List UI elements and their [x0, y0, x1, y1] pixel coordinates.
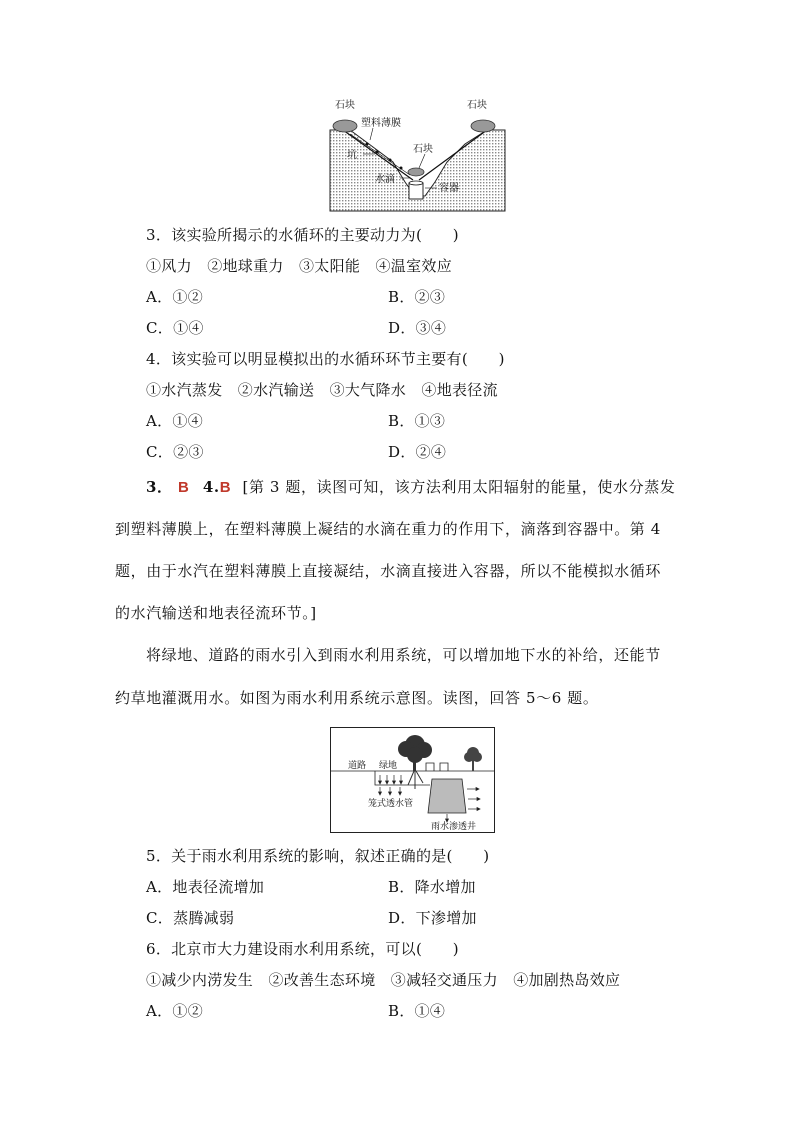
- q3-option-a: A．①②: [146, 288, 204, 306]
- label-well: 雨水渗透井: [431, 822, 477, 832]
- q5-option-d: D．下渗增加: [388, 909, 477, 927]
- stone-left: [333, 120, 357, 132]
- label-stone-left: 石块: [335, 100, 355, 111]
- q4-items: ①水汽蒸发 ②水汽输送 ③大气降水 ④地表径流: [146, 381, 498, 399]
- figure-rainwater-system: [330, 727, 495, 833]
- label-stone-center: 石块: [413, 144, 433, 155]
- answer-line-1: [146, 477, 675, 498]
- answer-explanation-2: 到塑料薄膜上，在塑料薄膜上凝结的水滴在重力的作用下，滴落到容器中。第 4: [115, 520, 661, 538]
- q4-option-a: A．①④: [146, 412, 204, 430]
- figure-solar-still: [315, 92, 515, 214]
- label-container: 容器: [439, 183, 459, 194]
- label-road: 道路: [348, 761, 367, 771]
- stone-right: [471, 120, 495, 132]
- q5-option-b: B．降水增加: [388, 878, 476, 896]
- q4-option-b: B．①③: [388, 412, 446, 430]
- q6-option-a: A．①②: [146, 1002, 204, 1020]
- answer-explanation-4: 的水汽输送和地表径流环节。]: [115, 604, 317, 622]
- label-stone-right: 石块: [467, 100, 487, 111]
- answer-explanation-3: 题，由于水汽在塑料薄膜上直接凝结，水滴直接进入容器，所以不能模拟水循环: [115, 562, 662, 580]
- q5-stem: 5．关于雨水利用系统的影响，叙述正确的是( ): [146, 847, 490, 865]
- label-drop: 水滴: [375, 174, 395, 185]
- label-film: 塑料薄膜: [361, 118, 401, 129]
- q4-stem: 4．该实验可以明显模拟出的水循环环节主要有( ): [146, 350, 505, 368]
- q4-option-c: C．②③: [146, 443, 204, 461]
- q3-option-c: C．①④: [146, 319, 204, 337]
- answer-4: B: [219, 479, 232, 496]
- q3-items: ①风力 ②地球重力 ③太阳能 ④温室效应: [146, 257, 453, 275]
- q6-items: ①减少内涝发生 ②改善生态环境 ③减轻交通压力 ④加剧热岛效应: [146, 971, 621, 989]
- q3-option-d: D．③④: [388, 319, 447, 337]
- q6-option-b: B．①④: [388, 1002, 446, 1020]
- q5-option-c: C．蒸腾减弱: [146, 909, 235, 927]
- stone-center: [408, 168, 424, 176]
- seepage-well: [428, 779, 466, 813]
- label-green: 绿地: [379, 761, 398, 771]
- q3-stem: 3．该实验所揭示的水循环的主要动力为( ): [146, 226, 459, 244]
- label-pipe: 笼式透水管: [368, 799, 414, 809]
- answer-num-4: 4.: [202, 478, 220, 496]
- answer-3: B: [178, 479, 190, 496]
- q3-option-b: B．②③: [388, 288, 446, 306]
- q5-option-a: A．地表径流增加: [146, 878, 265, 896]
- q4-option-d: D．②④: [388, 443, 447, 461]
- intro-line-1: 将绿地、道路的雨水引入到雨水利用系统，可以增加地下水的补给，还能节: [146, 646, 661, 664]
- answer-num-3: 3．: [146, 478, 173, 496]
- label-pit: 坑: [347, 150, 357, 161]
- answer-explanation-1: [第 3 题，读图可知，该方法利用太阳辐射的能量，使水分蒸发: [242, 478, 676, 496]
- q6-stem: 6．北京市大力建设雨水利用系统，可以( ): [146, 940, 459, 958]
- intro-line-2: 约草地灌溉用水。如图为雨水利用系统示意图。读图，回答 5～6 题。: [115, 689, 599, 707]
